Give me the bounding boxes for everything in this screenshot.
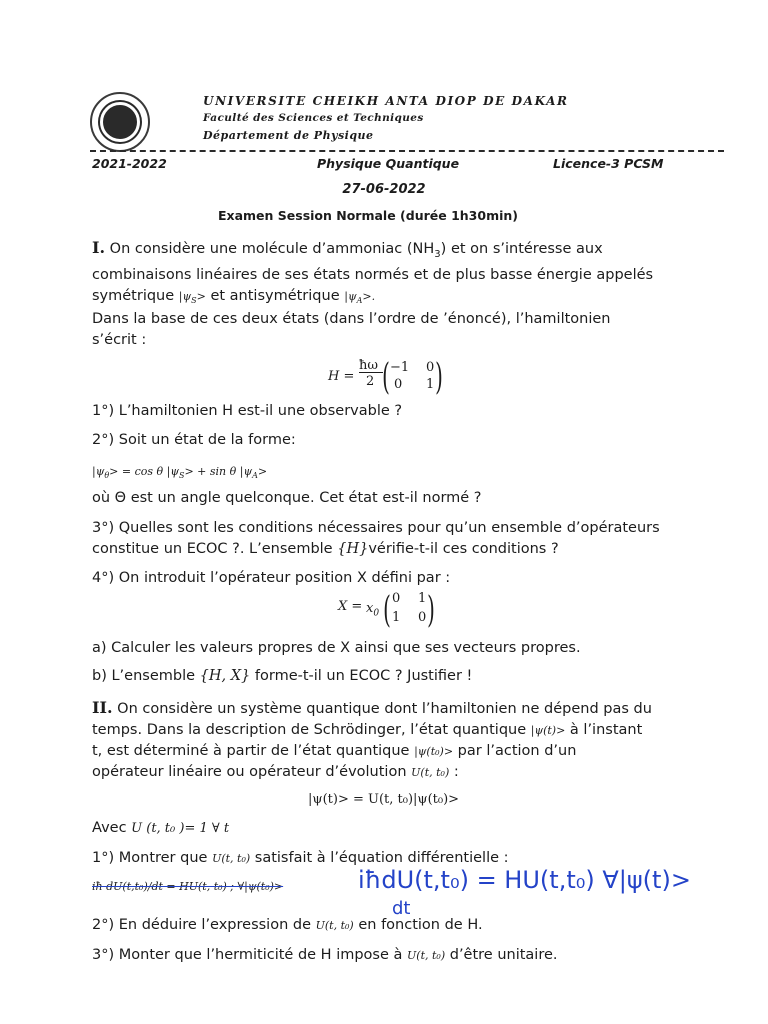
- exam-date: 27-06-2022: [342, 182, 426, 197]
- evolution-equation: |ψ(t)> = U(t, t₀)|ψ(t₀)>: [308, 792, 460, 807]
- part1-basis-text: Dans la base de ces deux états (dans l’ordre de ’énoncé), l’hamiltonien s’écrit :: [92, 311, 611, 348]
- part2-question-3: 3°) Monter que l’hermiticité de H impose à U(t, t₀) d’être unitaire.: [92, 947, 558, 963]
- handwritten-equation: iħdU(t,t₀) = HU(t,t₀) ∀|ψ(t)>: [358, 866, 691, 894]
- handwritten-dt: dt: [392, 898, 411, 919]
- initial-condition: Avec U (t, t₀ )= 1 ∀ t: [92, 820, 230, 836]
- header-divider: [90, 150, 724, 152]
- differential-equation: iħ dU(t,t₀)/dt = HU(t, t₀) ; ∀|ψ(t₀)>: [92, 880, 284, 893]
- part1-question-b: b) L’ensemble {H, X} forme-t-il un ECOC ? Justifier !: [92, 668, 473, 684]
- part2-question-1: 1°) Montrer que U(t, t₀) satisfait à l’équation différentielle :: [92, 850, 509, 866]
- logo-emblem: [100, 102, 140, 142]
- institution-header: [203, 93, 569, 144]
- university-name: UNIVERSITE CHEIKH ANTA DIOP DE DAKAR: [203, 94, 569, 108]
- part2-numeral: II.: [92, 698, 113, 717]
- state-definition: $|\psi_\theta> = \cos \theta$ $|\psi_S> + \sin \theta$ $|\psi_A>$: [92, 465, 268, 481]
- exam-title: Examen Session Normale (durée 1h30min): [217, 208, 518, 223]
- part1-question-2b: où Θ est un angle quelconque. Cet état est-il normé ?: [92, 490, 482, 506]
- university-logo: [90, 92, 150, 152]
- part1-numeral: I.: [92, 238, 106, 257]
- part1-question-2: 2°) Soit un état de la forme:: [92, 432, 296, 448]
- course-title: Physique Quantique: [317, 156, 460, 171]
- department-name: Département de Physique: [203, 129, 374, 142]
- level-label: Licence-3 PCSM: [553, 156, 664, 171]
- part1-question-3: 3°) Quelles sont les conditions nécessaires pour qu’un ensemble d’opérateurs constitue un ECOC ?. L’ensemble {H}vérifie-t-il ces conditions ?: [92, 520, 660, 557]
- part1-question-a: a) Calculer les valeurs propres de X ainsi que ses vecteurs propres.: [92, 640, 581, 656]
- hamiltonian-equation: H = ħω 2 ( −1 0 0 1 ): [328, 357, 443, 398]
- academic-year: 2021-2022: [92, 156, 167, 171]
- part2-question-2: 2°) En déduire l’expression de U(t, t₀) en fonction de H.: [92, 917, 483, 933]
- part1-intro: I. On considère une molécule d’ammoniac $(NH_3)$ et on s’intéresse aux combinaisons linéaires de ses états normés et de plus basse énergie appelés symétrique $|\psi_S>$ et antisymétrique $|\psi_A>$.: [92, 238, 654, 306]
- part1-question-1: 1°) L’hamiltonien H est-il une observable ?: [92, 403, 403, 419]
- faculty-name: Faculté des Sciences et Techniques: [203, 112, 424, 124]
- part1-question-4: 4°) On introduit l’opérateur position X défini par :: [92, 570, 451, 586]
- part2-intro: II. On considère un système quantique dont l’hamiltonien ne dépend pas du temps. Dans la description de Schrödinger, l’état quantique |ψ(t)> à l’instant t, est déterminé à partir de l’état quantique |ψ(t₀)> par l’action d’un opérateur linéaire ou opérateur d’évolution U(t, t₀) :: [92, 698, 652, 780]
- position-operator-equation: X = $x_0$ ( 0 1 1 0 ): [338, 590, 435, 631]
